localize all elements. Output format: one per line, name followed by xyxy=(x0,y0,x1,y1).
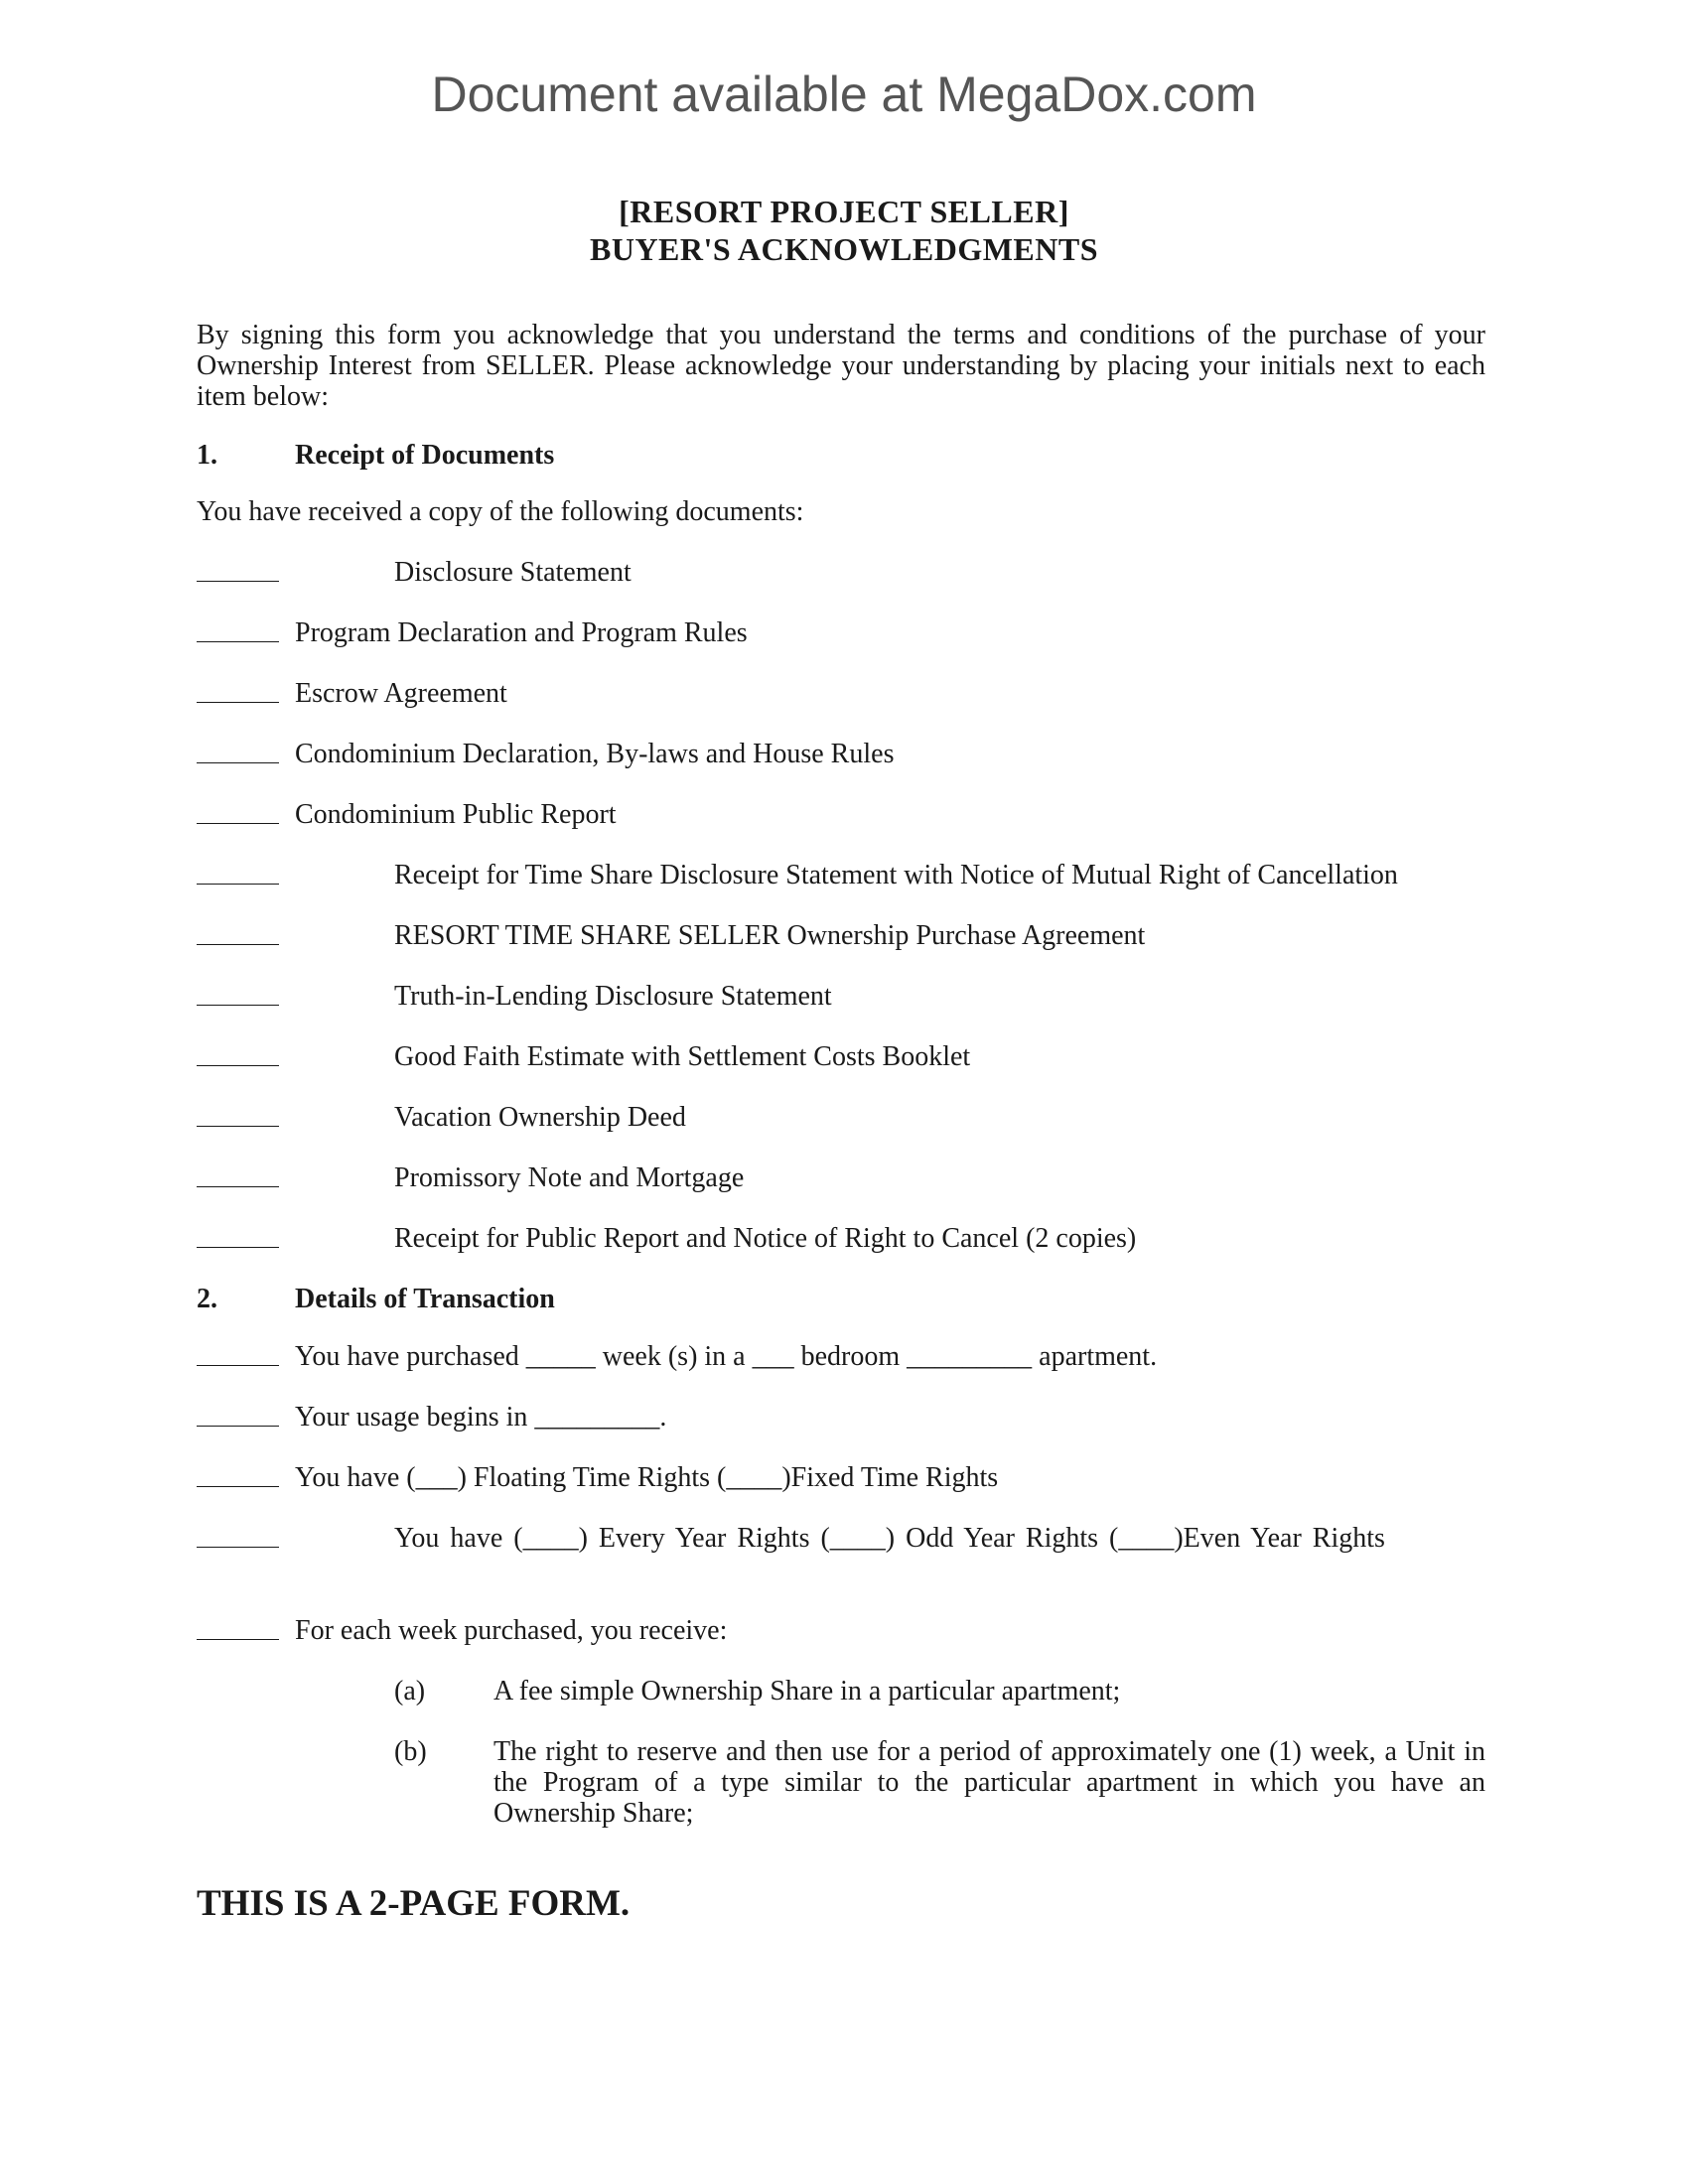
initials-blank[interactable] xyxy=(197,944,279,945)
initials-blank[interactable] xyxy=(197,762,279,763)
transaction-item: For each week purchased, you receive: xyxy=(295,1615,728,1646)
document-item: Promissory Note and Mortgage xyxy=(394,1162,745,1193)
document-item: Condominium Declaration, By-laws and House Rules xyxy=(295,739,895,769)
section1-lead: You have received a copy of the following documents: xyxy=(197,496,804,527)
initials-blank[interactable] xyxy=(197,823,279,824)
document-item: Good Faith Estimate with Settlement Costs Booklet xyxy=(394,1041,971,1072)
initials-blank[interactable] xyxy=(197,1365,279,1366)
section1-heading: Receipt of Documents xyxy=(295,440,555,471)
subitem-text: A fee simple Ownership Share in a particular apartment; xyxy=(493,1676,1121,1706)
initials-blank[interactable] xyxy=(197,641,279,642)
document-item: Receipt for Public Report and Notice of Right to Cancel (2 copies) xyxy=(394,1223,1137,1254)
section2-number: 2. xyxy=(197,1284,217,1314)
initials-blank[interactable] xyxy=(197,1639,279,1640)
document-item: Condominium Public Report xyxy=(295,799,617,830)
transaction-item: You have (____) Every Year Rights (____) Odd Year Rights (____)Even Year Rights xyxy=(394,1523,1385,1554)
initials-blank[interactable] xyxy=(197,1005,279,1006)
document-item: Vacation Ownership Deed xyxy=(394,1102,686,1133)
initials-blank[interactable] xyxy=(197,1126,279,1127)
section2-heading: Details of Transaction xyxy=(295,1284,555,1314)
initials-blank[interactable] xyxy=(197,1547,279,1548)
document-title-line2: BUYER'S ACKNOWLEDGMENTS xyxy=(589,231,1099,267)
initials-blank[interactable] xyxy=(197,702,279,703)
initials-blank[interactable] xyxy=(197,1486,279,1487)
document-item: Program Declaration and Program Rules xyxy=(295,617,748,648)
section1-number: 1. xyxy=(197,440,217,471)
initials-blank[interactable] xyxy=(197,1247,279,1248)
initials-blank[interactable] xyxy=(197,581,279,582)
document-item: RESORT TIME SHARE SELLER Ownership Purchase Agreement xyxy=(394,920,1146,951)
intro-paragraph: By signing this form you acknowledge that you understand the terms and conditions of the purchase of your Ownership Interest from SELLER. Please acknowledge your understanding by placing your initials next to each item below: xyxy=(197,320,1485,412)
subitem-label: (b) xyxy=(394,1736,427,1767)
transaction-item: Your usage begins in _________. xyxy=(295,1402,667,1433)
transaction-item: You have (___) Floating Time Rights (____)Fixed Time Rights xyxy=(295,1462,999,1493)
initials-blank[interactable] xyxy=(197,1186,279,1187)
subitem-text: The right to reserve and then use for a period of approximately one (1) week, a Unit in the Program of a type similar to the particular apartment in which you have an Ownership Share; xyxy=(493,1736,1485,1829)
initials-blank[interactable] xyxy=(197,1426,279,1427)
document-item: Receipt for Time Share Disclosure Statement with Notice of Mutual Right of Cancellation xyxy=(394,860,1398,890)
document-item: Disclosure Statement xyxy=(394,557,632,588)
document-item: Escrow Agreement xyxy=(295,678,507,709)
transaction-item: You have purchased _____ week (s) in a ___ bedroom _________ apartment. xyxy=(295,1341,1158,1372)
initials-blank[interactable] xyxy=(197,1065,279,1066)
document-title-line1: [RESORT PROJECT SELLER] xyxy=(619,194,1069,229)
document-item: Truth-in-Lending Disclosure Statement xyxy=(394,981,832,1012)
subitem-label: (a) xyxy=(394,1676,426,1706)
watermark-banner: Document available at MegaDox.com xyxy=(431,67,1257,122)
initials-blank[interactable] xyxy=(197,884,279,885)
page-count-notice: THIS IS A 2-PAGE FORM. xyxy=(197,1883,631,1924)
